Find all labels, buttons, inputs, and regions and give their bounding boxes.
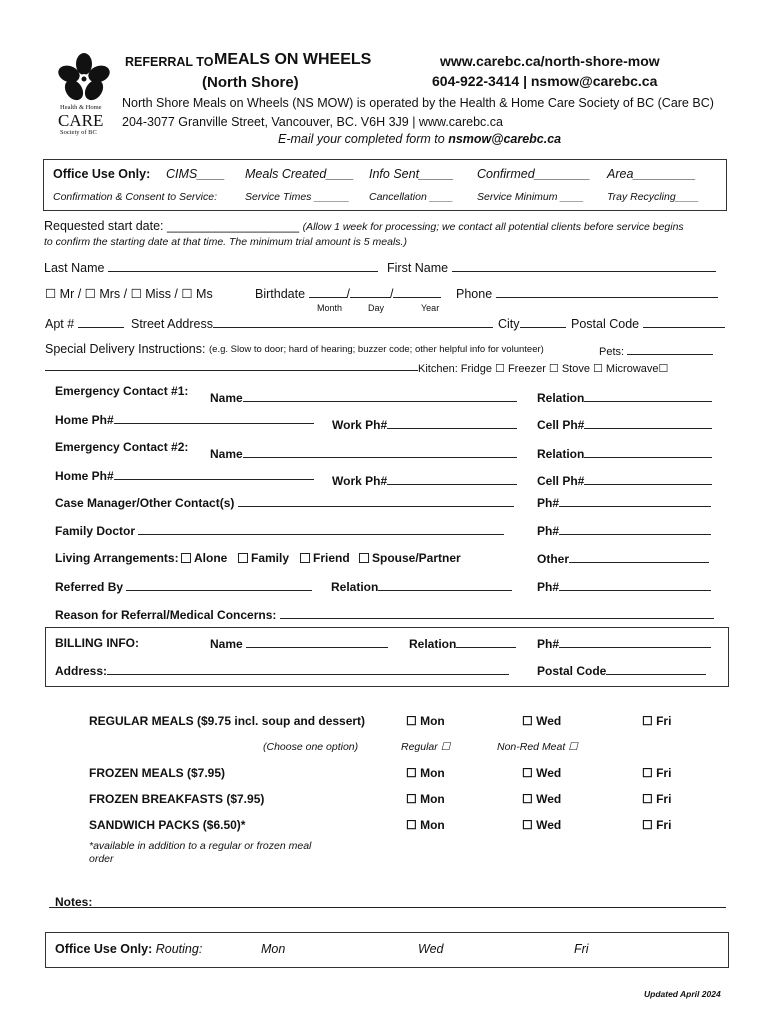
sandwich-mon-checkbox[interactable]: ☐ Mon xyxy=(406,818,445,832)
street-field[interactable] xyxy=(131,316,493,331)
billing-postal-field[interactable] xyxy=(537,663,706,678)
page-title: MEALS ON WHEELS xyxy=(214,51,372,68)
living-other-label: Other xyxy=(537,552,570,566)
frozen-meals-label: FROZEN MEALS ($7.95) xyxy=(89,766,226,780)
regular-fri-checkbox[interactable]: ☐ Fri xyxy=(642,714,672,728)
frozen-mon-checkbox[interactable]: ☐ Mon xyxy=(406,766,445,780)
case-manager-ph-field[interactable] xyxy=(537,495,711,510)
phone-field[interactable] xyxy=(456,286,718,301)
frozen-breakfasts-label: FROZEN BREAKFASTS ($7.95) xyxy=(89,792,265,806)
ec2-cell-ph-field[interactable] xyxy=(537,473,712,488)
ec2-home-ph-label: Home Ph# xyxy=(55,469,114,483)
notes-line[interactable] xyxy=(49,907,726,908)
routing-wed[interactable]: Wed xyxy=(418,942,444,956)
city-label: City xyxy=(498,317,520,331)
living-spouse-label: Spouse/Partner xyxy=(372,551,461,565)
ec1-cell-ph-label: Cell Ph# xyxy=(537,418,585,432)
logo-line1: Health & Home xyxy=(60,104,102,111)
family-doctor-ph-field[interactable] xyxy=(537,523,711,538)
birthdate-field[interactable]: Birthdate / / xyxy=(255,286,441,301)
logo-line3: Society of BC xyxy=(60,129,97,136)
billing-address-field[interactable] xyxy=(55,663,509,678)
office-use-title: Office Use Only: xyxy=(53,167,151,181)
breakfast-fri-checkbox[interactable]: ☐ Fri xyxy=(642,792,672,806)
day-label: Day xyxy=(368,303,385,313)
start-date-label: Requested start date: ___________________ xyxy=(44,219,303,233)
breakfast-mon-checkbox[interactable]: ☐ Mon xyxy=(406,792,445,806)
address-line: 204-3077 Granville Street, Vancouver, BC. V6H 3J9 | www.carebc.ca xyxy=(122,115,503,129)
routing-mon[interactable]: Mon xyxy=(261,942,286,956)
billing-ph-field[interactable] xyxy=(537,636,711,651)
ec1-name-field[interactable] xyxy=(210,390,517,405)
office-cims[interactable]: CIMS____ xyxy=(166,167,226,181)
living-friend-label: Friend xyxy=(313,551,350,565)
ec1-work-ph-label: Work Ph# xyxy=(332,418,388,432)
living-other-field[interactable] xyxy=(537,551,709,566)
updated-date: Updated April 2024 xyxy=(644,989,721,999)
ec1-name-label: Name xyxy=(210,391,243,405)
family-doctor-ph-label: Ph# xyxy=(537,524,560,538)
year-label: Year xyxy=(421,303,440,313)
office-confirmed[interactable]: Confirmed________ xyxy=(477,167,591,181)
ec2-work-ph-field[interactable] xyxy=(332,473,517,488)
billing-address-label: Address: xyxy=(55,664,108,678)
ec2-work-ph-label: Work Ph# xyxy=(332,474,388,488)
referrer-ph-field[interactable] xyxy=(537,579,711,594)
email-line xyxy=(278,132,561,146)
frozen-wed-checkbox[interactable]: ☐ Wed xyxy=(522,766,562,780)
living-alone-label: Alone xyxy=(194,551,228,565)
regular-option-checkbox[interactable]: Regular ☐ xyxy=(401,741,451,753)
office-info-sent[interactable]: Info Sent_____ xyxy=(369,167,454,181)
breakfast-wed-checkbox[interactable]: ☐ Wed xyxy=(522,792,562,806)
page-subtitle: (North Shore) xyxy=(202,74,299,91)
billing-info-label: BILLING INFO: xyxy=(55,636,139,650)
office-tray-recycling[interactable]: Tray Recycling____ xyxy=(607,191,700,203)
street-label: Street Address xyxy=(131,317,213,331)
start-note2: to confirm the starting date at that time. The minimum trial amount is 5 meals.) xyxy=(44,236,407,248)
special-delivery-line[interactable] xyxy=(45,359,418,374)
operated-by: North Shore Meals on Wheels (NS MOW) is operated by the Health & Home Care Society of BC (Care BC) xyxy=(122,96,714,110)
pets-label: Pets: xyxy=(599,346,625,358)
case-manager-label: Case Manager/Other Contact(s) xyxy=(55,496,235,510)
ec2-home-ph-field[interactable] xyxy=(55,468,314,483)
routing-field[interactable] xyxy=(55,942,202,956)
regular-meals-label: REGULAR MEALS ($9.75 incl. soup and dessert) xyxy=(89,714,366,728)
living-friend-checkbox[interactable] xyxy=(300,551,350,565)
postal-field[interactable] xyxy=(571,316,725,331)
family-doctor-label: Family Doctor xyxy=(55,524,136,538)
living-alone-checkbox[interactable] xyxy=(181,551,227,565)
living-spouse-checkbox[interactable] xyxy=(359,551,461,565)
first-name-label: First Name xyxy=(387,261,449,275)
ec2-relation-label: Relation xyxy=(537,447,585,461)
frozen-fri-checkbox[interactable]: ☐ Fri xyxy=(642,766,672,780)
email-address[interactable]: nsmow@carebc.ca xyxy=(448,132,562,146)
apt-label: Apt # xyxy=(45,317,75,331)
routing-office-label: Office Use Only: xyxy=(55,942,153,956)
office-cancellation[interactable]: Cancellation ____ xyxy=(369,191,454,203)
pets-field[interactable] xyxy=(599,343,713,358)
sandwich-footnote-1: *available in addition to a regular or frozen meal xyxy=(89,840,312,852)
emergency-contact-1-label: Emergency Contact #1: xyxy=(55,384,189,398)
notes-label: Notes: xyxy=(55,895,93,909)
birthdate-label: Birthdate xyxy=(255,287,306,301)
kitchen-checkboxes[interactable]: Kitchen: Fridge ☐ Freezer ☐ Stove ☐ Microwave☐ xyxy=(418,363,669,375)
phone-email: 604-922-3414 | nsmow@carebc.ca xyxy=(432,73,658,89)
billing-relation-field[interactable] xyxy=(409,636,516,651)
referred-by-field[interactable] xyxy=(55,579,312,594)
reason-label: Reason for Referral/Medical Concerns: xyxy=(55,608,277,622)
billing-name-label: Name xyxy=(210,637,243,651)
start-note1: (Allow 1 week for processing; we contact all potential clients before service begins xyxy=(302,221,684,233)
city-field[interactable] xyxy=(498,316,566,331)
ec1-relation-label: Relation xyxy=(537,391,585,405)
email-prompt: E-mail your completed form to xyxy=(278,132,449,146)
billing-postal-label: Postal Code xyxy=(537,664,607,678)
referred-by-label: Referred By xyxy=(55,580,124,594)
ec2-name-label: Name xyxy=(210,447,243,461)
regular-wed-checkbox[interactable]: ☐ Wed xyxy=(522,714,562,728)
billing-relation-label: Relation xyxy=(409,637,457,651)
family-doctor-field[interactable] xyxy=(55,523,504,538)
special-delivery-label: Special Delivery Instructions: xyxy=(45,342,206,356)
billing-ph-label: Ph# xyxy=(537,637,560,651)
routing-label: Routing: xyxy=(155,942,203,956)
title-checkboxes[interactable]: ☐ Mr / ☐ Mrs / ☐ Miss / ☐ Ms xyxy=(45,287,213,301)
first-name-field[interactable] xyxy=(387,260,716,275)
ec1-relation-field[interactable] xyxy=(537,390,712,405)
office-consent-label: Confirmation & Consent to Service: xyxy=(53,191,217,203)
regular-mon-checkbox[interactable]: ☐ Mon xyxy=(406,714,445,728)
office-area[interactable]: Area_________ xyxy=(607,167,696,181)
phone-label: Phone xyxy=(456,287,493,301)
website-link[interactable]: www.carebc.ca/north-shore-mow xyxy=(440,53,660,69)
logo-care: CARE xyxy=(58,111,104,130)
special-delivery-note: (e.g. Slow to door; hard of hearing; buzzer code; other helpful info for volunteer) xyxy=(209,344,544,355)
billing-name-field[interactable] xyxy=(210,636,388,651)
sandwich-fri-checkbox[interactable]: ☐ Fri xyxy=(642,818,672,832)
office-meals-created[interactable]: Meals Created____ xyxy=(245,167,355,181)
case-manager-ph-label: Ph# xyxy=(537,496,560,510)
living-family-checkbox[interactable] xyxy=(238,551,289,565)
start-date-field[interactable] xyxy=(44,219,684,233)
sandwich-footnote-2: order xyxy=(89,853,114,865)
last-name-field[interactable] xyxy=(44,260,378,275)
ec2-name-field[interactable] xyxy=(210,446,517,461)
emergency-contact-2-label: Emergency Contact #2: xyxy=(55,440,189,454)
sandwich-packs-label: SANDWICH PACKS ($6.50)* xyxy=(89,818,246,832)
ec1-work-ph-field[interactable] xyxy=(332,417,517,432)
month-label: Month xyxy=(317,303,343,313)
ec1-cell-ph-field[interactable] xyxy=(537,417,712,432)
care-bc-logo xyxy=(56,52,112,138)
ec1-home-ph-field[interactable] xyxy=(55,412,314,427)
living-arrangements-label: Living Arrangements: xyxy=(55,551,179,565)
case-manager-field[interactable] xyxy=(55,495,514,510)
referral-to: REFERRAL TO xyxy=(125,55,214,69)
apt-field[interactable] xyxy=(45,316,124,331)
reason-field[interactable] xyxy=(55,607,714,622)
referrer-relation-label: Relation xyxy=(331,580,379,594)
sandwich-wed-checkbox[interactable]: ☐ Wed xyxy=(522,818,562,832)
ec1-home-ph-label: Home Ph# xyxy=(55,413,114,427)
ec2-relation-field[interactable] xyxy=(537,446,712,461)
office-service-times[interactable]: Service Times ______ xyxy=(245,191,350,203)
flower-icon xyxy=(56,52,112,104)
living-family-label: Family xyxy=(251,551,290,565)
referrer-relation-field[interactable] xyxy=(331,579,512,594)
office-service-minimum[interactable]: Service Minimum ____ xyxy=(477,191,584,203)
referrer-ph-label: Ph# xyxy=(537,580,560,594)
postal-label: Postal Code xyxy=(571,317,640,331)
routing-fri[interactable]: Fri xyxy=(574,942,589,956)
last-name-label: Last Name xyxy=(44,261,105,275)
non-red-meat-checkbox[interactable]: Non-Red Meat ☐ xyxy=(497,741,578,753)
ec2-cell-ph-label: Cell Ph# xyxy=(537,474,585,488)
choose-option-note: (Choose one option) xyxy=(263,741,359,753)
